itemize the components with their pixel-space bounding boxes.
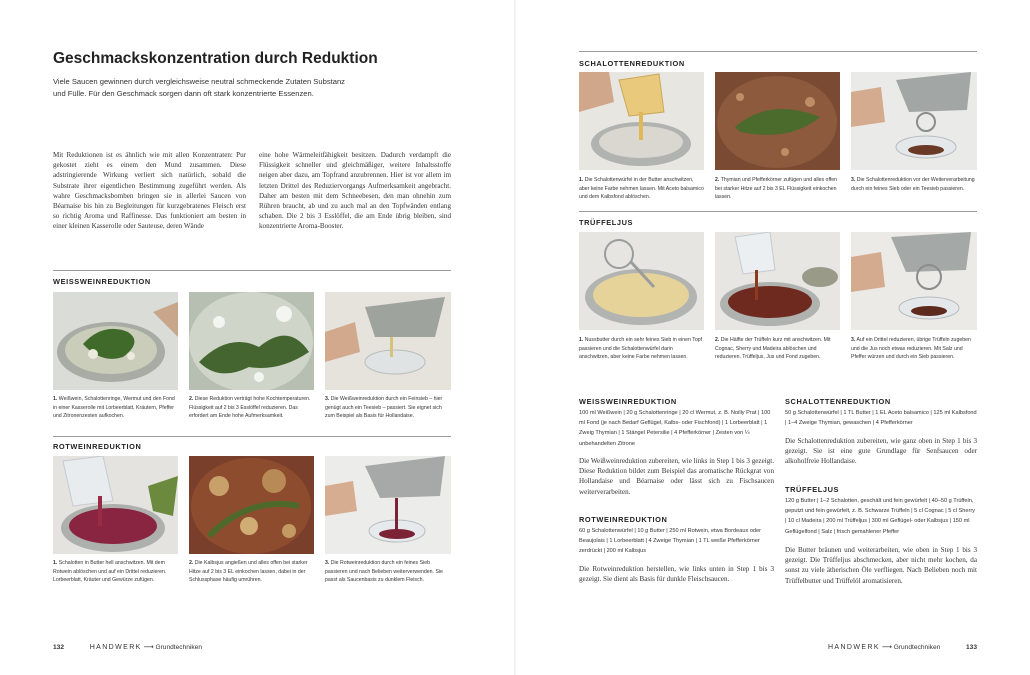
step-photo-rotwein-3 [325,456,451,554]
recipe-ingredients-rotwein: 60 g Schalottenwürfel | 10 g Butter | 250 ml Rotwein, etwa Bordeaux oder Beaujolais | 1 Lorbeerblatt | 4 Zweige Thymian | 1 TL weiße Pfefferkörner zerdrückt | 200 ml Kalbsjus [579,528,762,555]
body-column-1: Mit Reduktionen ist es ähnlich wie mit allen Konzentraten: Pur gekostet zieht es einem den Mund zusammen. Diese adstringierende Wirkung verliert sich natürlich, sobald die Substrate ihrer eigentlichen Bestimmung zugeführt werden. Als wahre Geschmacksbomben bringen sie in allerlei Saucen von Béarnaise bis hin zu Begleitungen für kurzgebratenes Fleisch erst so richtig Aroma und Raffinesse. Das funktioniert am besten in einer kleinen Kasserolle oder Sauteuse, deren Wände [53,151,246,231]
step-photo-weisswein-2 [189,292,314,390]
recipe-method-weisswein: Die Weißweinreduktion zubereiten, wie links in Step 1 bis 3 gezeigt. Diese Reduktion bildet zum Beispiel das aromatische Rückgrat von Hollandaise und Béarnaise oder lässt sich zu Fischsaucen weiterverarbeiten. [579,457,774,496]
page-footer-left [53,643,202,651]
step-caption-schalotten-3: 3. Die Schalottenreduktion vor der Weiterverarbeitung durch ein feines Sieb oder ein Teesieb passieren. [851,177,975,192]
section-heading-trueffeljus: TRÜFFELJUS [579,218,634,227]
step-caption-trueffeljus-1: 1. Nussbutter durch ein sehr feines Sieb in einen Topf passieren und die Schalottenwürfel darin anschwitzen, aber keine Farbe nehmen lassen. [579,337,703,361]
section-heading-schalotten: SCHALOTTENREDUKTION [579,59,685,68]
step-caption-weisswein-3: 3. Die Weißweinreduktion durch ein Feinsieb – hier genügt auch ein Teesieb – passiert. Sie eignet sich zum Beispiel als Basis für Hollandaise. [325,396,443,420]
recipe-ingredients-trueffeljus: 120 g Butter | 1–2 Schalotten, geschält und fein gewürfelt | 40–50 g Trüffeln, geputzt und fein gewürfelt, z. B. Schwarze Trüffeln | 5 cl Cognac | 5 cl Sherry | 10 cl Madeira | 200 ml Trüffeljus | 300 ml Geflügel- oder Kalbsjus | 150 ml Geflügelfond | Salz | frisch gemahlener Pfeffer [785,498,975,535]
footer-chapter: Grundtechniken [155,644,203,651]
recipe-method-trueffeljus: Die Butter bräunen und weiterarbeiten, wie oben in Step 1 bis 3 gezeigt. Die Trüffeljus abschmecken, aber nicht mehr kochen, da sonst zu viele ätherischen Öle verfliegen. Nach Belieben noch mit Trüffelbutter und Trüffelöl aromatisieren. [785,546,977,585]
section-rule [53,436,451,437]
page-number: 132 [53,644,65,651]
step-caption-rotwein-1: 1. Schalotten in Butter hell anschwitzen. Mit dem Rotwein ablöschen und auf ein Drittel reduzieren. Lorbeerblatt, Kräuter und Gewürze zufügen. [53,560,167,584]
step-photo-rotwein-1 [53,456,178,554]
step-photo-trueffeljus-1 [579,232,704,330]
page-number: 133 [965,644,977,651]
section-rule [579,211,977,212]
section-rule [579,51,977,52]
body-column-2: eine hohe Wärmeleitfähigkeit besitzen. Dadurch verdampft die Flüssigkeit schneller und gleichmäßiger, weitere Inhaltsstoffe neigen aber dazu, am Topfrand anzubrennen. Hier ist vor allem im letzten Drittel des Reduziervorgangs Aufmerksamkeit angebracht. Daher am besten mit dem Schneebesen, den man ohnehin zum Rühren braucht, ab und zu auch mal an den Topfwänden entlang schaben. Die 2 bis 3 Esslöffel, die am Ende übrig bleiben, sind konzentrierte Aroma-Booster. [259,151,451,231]
step-photo-schalotten-3 [851,72,977,170]
step-photo-trueffeljus-3 [851,232,977,330]
page-title: Geschmackskonzentration durch Reduktion [53,50,378,67]
footer-chapter: Grundtechniken [893,644,941,651]
recipe-heading-schalotten: SCHALOTTENREDUKTION [785,397,891,406]
step-photo-weisswein-3 [325,292,451,390]
recipe-method-schalotten: Die Schalottenreduktion zubereiten, wie ganz oben in Step 1 bis 3 gezeigt. Sie ist eine gute Grundlage für Senfsaucen oder alkoholfreie Hollandaise. [785,437,977,466]
page-footer-right [825,643,977,651]
recipe-heading-rotwein: ROTWEINREDUKTION [579,515,668,524]
step-photo-schalotten-2 [715,72,840,170]
arrow-right-icon: ⟶ [143,643,154,651]
step-caption-weisswein-2: 2. Diese Reduktion verträgt hohe Kochtemperaturen. Flüssigkeit auf 2 bis 3 Esslöffel reduzieren. Das erfordert am Ende hohe Aufmerksamkeit. [189,396,311,420]
step-caption-rotwein-2: 2. Die Kalbsjus angießen und alles offen bei starker Hitze auf 2 bis 3 EL einkochen lassen, dabei in der Schlussphase häufig umrühren. [189,560,308,584]
section-heading-rotwein: ROTWEINREDUKTION [53,442,142,451]
step-photo-weisswein-1 [53,292,178,390]
recipe-method-rotwein: Die Rotweinreduktion herstellen, wie links unten in Step 1 bis 3 gezeigt. Sie dient als Basis für dunkle Fleischsaucen. [579,565,774,584]
step-caption-rotwein-3: 3. Die Rotweinreduktion durch ein feines Sieb passieren und nach Belieben weiterverwenden. Sie passt als Saucenbasis zu dunklem Fleisch. [325,560,443,584]
section-rule [53,270,451,271]
section-heading-weisswein: WEISSWEINREDUKTION [53,277,151,286]
step-caption-trueffeljus-3: 3. Auf ein Drittel reduzieren, übrige Trüffeln zugeben und die Jus noch etwas reduzieren. Mit Salz und Pfeffer würzen und durch ein Sieb passieren. [851,337,971,361]
recipe-ingredients-weisswein: 100 ml Weißwein | 20 g Schalottenringe | 20 cl Wermut, z. B. Noilly Prat | 100 ml Fond (je nach Bedarf Geflügel, Kalbs- oder Fischfond) | 1 Lorbeerblatt | 1 Zweig Thymian | 1 Stängel Petersilie | 4 Pfefferkörner | Zesten von ¼ unbehandelten Zitrone [579,410,771,447]
footer-brand: HANDWERK [827,644,880,651]
step-caption-schalotten-1: 1. Die Schalottenwürfel in der Butter anschwitzen, aber keine Farbe nehmen lassen. Mit Aceto balsamico und dem Kalbsfond ablöschen. [579,177,704,201]
recipe-heading-weisswein: WEISSWEINREDUKTION [579,397,677,406]
intro-text: Viele Saucen gewinnen durch vergleichsweise neutral schmeckende Zutaten Substanz und Fülle. Für den Geschmack sorgen dann oft stark konzentrierte Essenzen. [53,77,345,98]
step-caption-schalotten-2: 2. Thymian und Pfefferkörner zufügen und alles offen bei starker Hitze auf 2 bis 3 EL Flüssigkeit einkochen lassen. [715,177,838,201]
step-photo-schalotten-1 [579,72,704,170]
step-caption-weisswein-1: 1. Weißwein, Schalottenringe, Wermut und den Fond in einer Kasserolle mit Lorbeerblatt, Kräutern, Pfeffer und Zitronenzesten aufkochen. [53,396,175,420]
step-photo-rotwein-2 [189,456,314,554]
right-page [515,0,1030,675]
footer-brand: HANDWERK [89,644,142,651]
recipe-heading-trueffeljus: TRÜFFELJUS [785,485,840,494]
arrow-right-icon: ⟶ [881,643,892,651]
step-caption-trueffeljus-2: 2. Die Hälfte der Trüffeln kurz mit anschwitzen. Mit Cognac, Sherry und Madeira ablöschen und reduzieren. Trüffeljus, Jus und Fond zugeben. [715,337,831,361]
step-photo-trueffeljus-2 [715,232,840,330]
recipe-ingredients-schalotten: 50 g Schalottenwürfel | 1 TL Butter | 1 EL Aceto balsamico | 125 ml Kalbsfond | 1–4 Zweige Thymian, gewaschen | 4 Pfefferkörner [785,410,977,427]
